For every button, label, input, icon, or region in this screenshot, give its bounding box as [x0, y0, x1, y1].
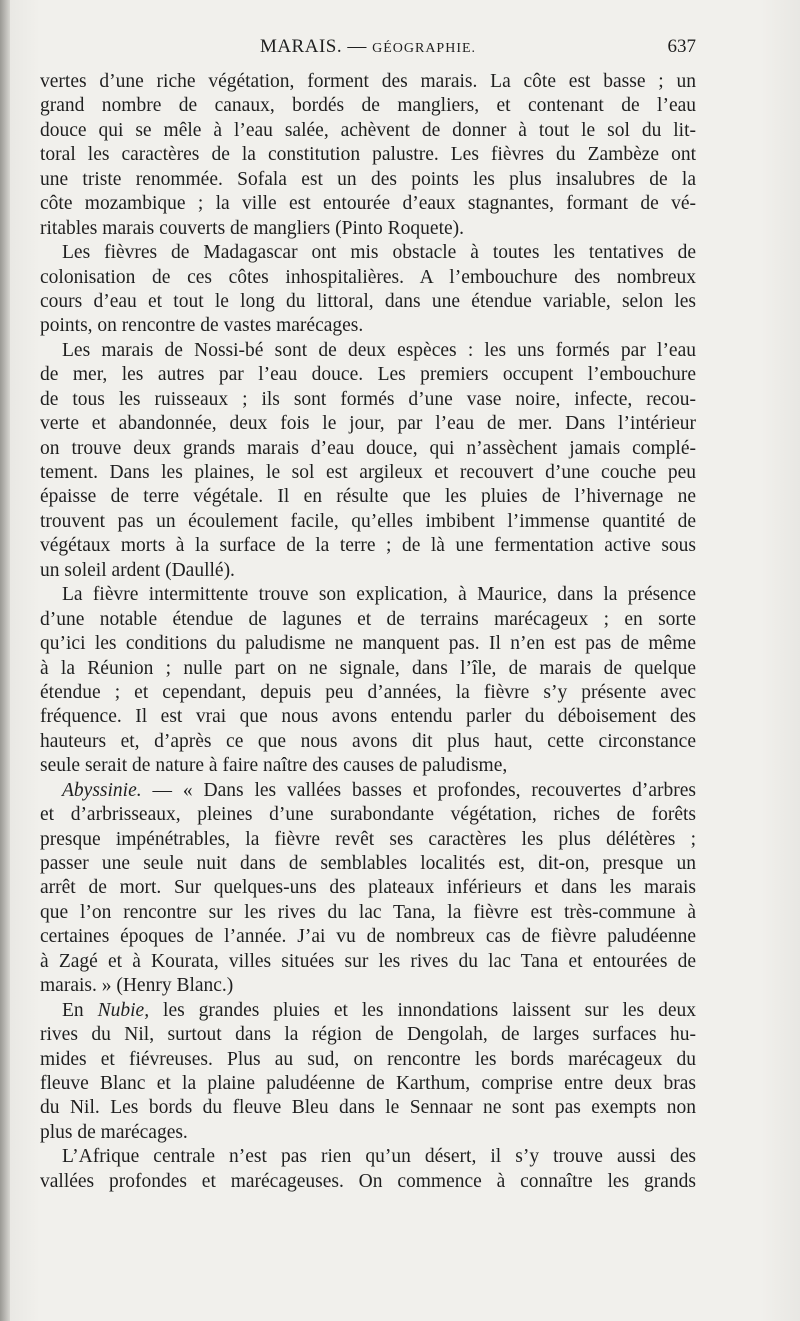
line-text: d’une notable étendue de lagunes et de terrains marécageux ; en sorte — [40, 608, 696, 630]
text-line — [40, 192, 696, 216]
text-line — [40, 363, 696, 387]
text-line — [40, 852, 696, 876]
text-line — [40, 876, 696, 900]
line-text: certaines époques de l’année. J’ai vu de nombreux cas de fièvre paludéenne — [40, 926, 696, 948]
page-gutter-shadow — [0, 0, 10, 1321]
text-line — [40, 925, 696, 949]
line-text: de mer, les autres par l’eau douce. Les premiers occupent l’embouchure — [40, 364, 696, 386]
line-text: étendue ; et cependant, depuis peu d’années, la fièvre s’y présente avec — [40, 681, 696, 703]
line-text: colonisation de ces côtes inhospitalières. A l’embouchure des nombreux — [40, 266, 696, 288]
line-text: douce qui se mêle à l’eau salée, achèvent de donner à tout le sol du lit- — [40, 119, 696, 141]
line-text: arrêt de mort. Sur quelques-uns des plateaux inférieurs et dans les marais — [40, 877, 696, 899]
line-text: fleuve Blanc et la plaine paludéenne de Karthum, comprise entre deux bras — [40, 1072, 696, 1094]
text-line — [40, 388, 696, 412]
line-text: épaisse de terre végétale. Il en résulte que les pluies de l’hivernage ne — [40, 486, 696, 508]
header-subtitle: GÉOGRAPHIE. — [372, 41, 477, 56]
header-title: MARAIS. — [259, 36, 343, 57]
text-line — [40, 974, 696, 998]
text-line — [40, 999, 696, 1023]
line-text: toral les caractères de la constitution palustre. Les fièvres du Zambèze ont — [40, 144, 696, 166]
italic-term: Abyssinie. — [62, 779, 142, 801]
line-text: fréquence. Il est vrai que nous avons entendu parler du déboisement des — [40, 706, 696, 728]
text-line — [40, 1072, 696, 1096]
line-text: marais. » (Henry Blanc.) — [40, 975, 234, 997]
line-text: mides et fiévreuses. Plus au sud, on rencontre les bords marécageux du — [40, 1048, 696, 1070]
text-line — [40, 828, 696, 852]
text-line — [40, 70, 696, 94]
text-line — [40, 730, 696, 754]
line-text: La fièvre intermittente trouve son explication, à Maurice, dans la présence — [62, 584, 696, 606]
line-text: ritables marais couverts de mangliers (Pinto Roquete). — [40, 217, 465, 239]
line-text: Les fièvres de Madagascar ont mis obstacle à toutes les tentatives de — [62, 242, 696, 264]
text-line — [40, 901, 696, 925]
text-line — [40, 485, 696, 509]
line-text: tement. Dans les plaines, le sol est argileux et recouvert d’une couche peu — [40, 462, 696, 483]
line-prefix: En — [62, 999, 98, 1021]
text-line — [40, 314, 696, 338]
line-text: points, on rencontre de vastes marécages. — [40, 315, 364, 337]
text-line — [40, 534, 696, 558]
text-line — [40, 143, 696, 167]
line-text: à la Réunion ; nulle part on ne signale, dans l’île, de marais de quelque — [40, 657, 696, 679]
text-line — [40, 608, 696, 632]
line-text: à Zagé et à Kourata, villes situées sur les rives du lac Tana et entourées de — [40, 950, 696, 972]
text-line — [40, 217, 696, 241]
line-text: côte mozambique ; la ville est entourée d’eaux stagnantes, formant de vé- — [40, 193, 696, 215]
text-line — [40, 1170, 696, 1194]
text-line — [40, 657, 696, 681]
line-text: les grandes pluies et les innondations laissent sur les deux — [149, 999, 696, 1021]
text-line — [40, 290, 696, 314]
line-text: une triste renommée. Sofala est un des points les plus insalubres de la — [40, 168, 696, 190]
text-line — [40, 583, 696, 607]
text-line — [40, 510, 696, 534]
line-text: et d’arbrisseaux, pleines d’une surabondante végétation, riches de forêts — [40, 804, 696, 826]
italic-term: Nubie, — [97, 999, 150, 1021]
line-text: L’Afrique centrale n’est pas rien qu’un désert, il s’y trouve aussi des — [62, 1146, 696, 1168]
text-line — [40, 266, 696, 290]
line-text: de tous les ruisseaux ; ils sont formés d’une vase noire, infecte, recou- — [40, 388, 696, 410]
line-text: presque impénétrables, la fièvre revêt ses caractères les plus délétères ; — [40, 828, 696, 850]
line-text: hauteurs et, d’après ce que nous avons dit plus haut, cette circonstance — [40, 730, 696, 752]
line-text: passer une seule nuit dans de semblables localités est, dit-on, presque un — [40, 853, 696, 874]
line-text: trouvent pas un écoulement facile, qu’elles imbibent l’immense quantité de — [40, 510, 696, 532]
text-line — [40, 681, 696, 705]
text-line — [40, 705, 696, 729]
text-line — [40, 119, 696, 143]
text-line — [40, 339, 696, 363]
text-line — [40, 437, 696, 461]
text-line — [40, 779, 696, 803]
text-line — [40, 1145, 696, 1169]
line-text: du Nil. Les bords du fleuve Bleu dans le Sennaar ne sont pas exempts non — [40, 1097, 696, 1119]
text-line — [40, 168, 696, 192]
line-text: grand nombre de canaux, bordés de mangliers, et contenant de l’eau — [40, 95, 696, 117]
line-text: vertes d’une riche végétation, forment des marais. La côte est basse ; un — [40, 71, 696, 92]
text-line — [40, 412, 696, 436]
text-line — [40, 461, 696, 485]
running-head — [40, 36, 696, 60]
text-line — [40, 94, 696, 118]
line-text: seule serait de nature à faire naître des causes de paludisme, — [40, 755, 508, 777]
line-text: que l’on rencontre sur les rives du lac Tana, la fièvre est très-commune à — [40, 901, 696, 923]
line-text: Les marais de Nossi-bé sont de deux espèces : les uns formés par l’eau — [62, 339, 696, 361]
text-line — [40, 559, 696, 583]
text-line — [40, 950, 696, 974]
text-line — [40, 632, 696, 656]
text-line — [40, 1096, 696, 1120]
text-line — [40, 754, 696, 778]
line-text: qu’ici les conditions du paludisme ne manquent pas. Il n’en est pas de même — [40, 633, 696, 655]
text-line — [40, 1121, 696, 1145]
line-text: végétaux morts à la surface de la terre ; de là une fermentation active sous — [40, 535, 696, 557]
text-line — [40, 803, 696, 827]
text-line — [40, 1023, 696, 1047]
line-text: cours d’eau et tout le long du littoral, dans une étendue variable, selon les — [40, 290, 696, 312]
line-text: on trouve deux grands marais d’eau douce, qui n’assèchent jamais complé- — [40, 437, 696, 459]
running-head-title — [40, 36, 696, 58]
line-text: rives du Nil, surtout dans la région de Dengolah, de larges surfaces hu- — [40, 1024, 696, 1046]
line-text: plus de marécages. — [40, 1121, 188, 1143]
page-number: 637 — [667, 36, 696, 57]
body-text — [40, 70, 696, 1194]
line-text: — « Dans les vallées basses et profondes, recouvertes d’arbres — [141, 779, 696, 801]
line-text: vallées profondes et marécageuses. On commence à connaître les grands — [40, 1170, 696, 1192]
line-text: un soleil ardent (Daullé). — [40, 559, 235, 581]
text-line — [40, 1048, 696, 1072]
text-line — [40, 241, 696, 265]
line-text: verte et abandonnée, deux fois le jour, par l’eau de mer. Dans l’intérieur — [40, 413, 696, 435]
header-separator: — — [347, 36, 367, 57]
